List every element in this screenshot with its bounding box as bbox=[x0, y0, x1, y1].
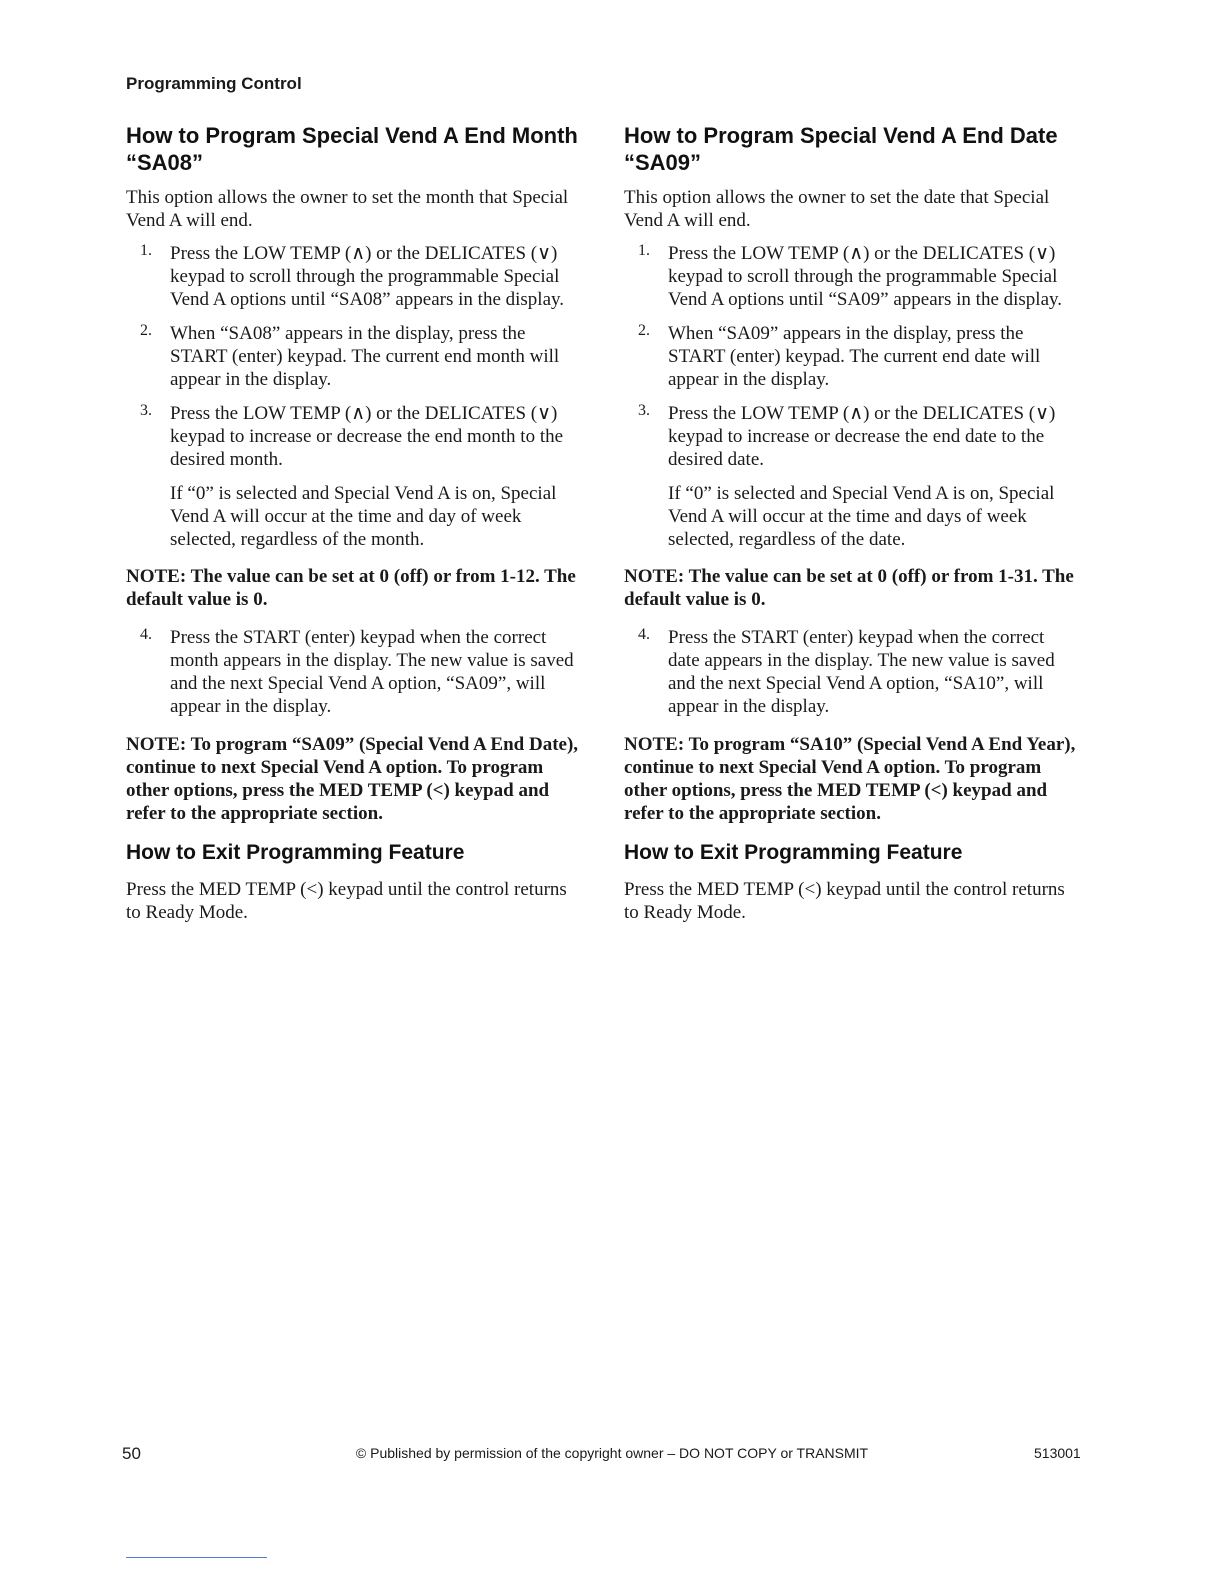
step-text: Press the LOW TEMP (∧) or the DELICATES (∨) keypad to increase or decrease the end month to the desired month. bbox=[170, 403, 564, 470]
section-title-sa08: How to Program Special Vend A End Month “SA08” bbox=[126, 123, 578, 175]
step-subparagraph: If “0” is selected and Special Vend A is on, Special Vend A will occur at the time and day of week selected, regardless of the month. bbox=[170, 483, 557, 550]
step-item bbox=[126, 322, 582, 391]
step-item bbox=[126, 626, 582, 718]
section-title-sa09: How to Program Special Vend A End Date “SA09” bbox=[624, 123, 1058, 175]
right-column bbox=[624, 122, 1080, 924]
page-number: 50 bbox=[122, 1444, 141, 1463]
note-next-option: NOTE: To program “SA09” (Special Vend A End Date), continue to next Special Vend A option. To program other options, press the MED TEMP (<) keypad and refer to the appropriate section. bbox=[126, 734, 579, 824]
note-value-range: NOTE: The value can be set at 0 (off) or from 1-12. The default value is 0. bbox=[126, 566, 576, 610]
step-text: Press the LOW TEMP (∧) or the DELICATES (∨) keypad to scroll through the programmable Special Vend A options until “SA09” appears in the display. bbox=[668, 243, 1063, 310]
step-text: When “SA08” appears in the display, press the START (enter) keypad. The current end month will appear in the display. bbox=[170, 323, 560, 390]
step-item bbox=[624, 322, 1080, 391]
step-text: Press the START (enter) keypad when the correct date appears in the display. The new value is saved and the next Special Vend A option, “SA10”, will appear in the display. bbox=[668, 627, 1055, 717]
intro-paragraph: This option allows the owner to set the month that Special Vend A will end. bbox=[126, 187, 569, 231]
note-value-range: NOTE: The value can be set at 0 (off) or from 1-31. The default value is 0. bbox=[624, 566, 1074, 610]
document-number: 513001 bbox=[1034, 1445, 1081, 1461]
step-subparagraph: If “0” is selected and Special Vend A is on, Special Vend A will occur at the time and days of week selected, regardless of the date. bbox=[668, 483, 1055, 550]
note-next-option: NOTE: To program “SA10” (Special Vend A End Year), continue to next Special Vend A option. To program other options, press the MED TEMP (<) keypad and refer to the appropriate section. bbox=[624, 734, 1076, 824]
footnote-rule bbox=[126, 1557, 267, 1558]
step-item bbox=[126, 402, 582, 471]
exit-title: How to Exit Programming Feature bbox=[624, 841, 963, 864]
step-number: 3. bbox=[140, 402, 152, 419]
step-text: Press the LOW TEMP (∧) or the DELICATES (∨) keypad to scroll through the programmable Special Vend A options until “SA08” appears in the display. bbox=[170, 243, 565, 310]
step-number: 1. bbox=[140, 242, 152, 259]
step-text: Press the START (enter) keypad when the correct month appears in the display. The new value is saved and the next Special Vend A option, “SA09”, will appear in the display. bbox=[170, 627, 574, 717]
step-text: When “SA09” appears in the display, press the START (enter) keypad. The current end date will appear in the display. bbox=[668, 323, 1041, 390]
step-item bbox=[624, 242, 1080, 311]
step-number: 2. bbox=[140, 322, 152, 339]
step-number: 3. bbox=[638, 402, 650, 419]
left-column bbox=[126, 122, 582, 924]
step-item bbox=[126, 242, 582, 311]
step-number: 2. bbox=[638, 322, 650, 339]
exit-text: Press the MED TEMP (<) keypad until the control returns to Ready Mode. bbox=[624, 879, 1065, 923]
exit-title: How to Exit Programming Feature bbox=[126, 841, 465, 864]
step-item bbox=[624, 402, 1080, 471]
step-number: 4. bbox=[140, 626, 152, 643]
step-item bbox=[624, 626, 1080, 718]
running-header: Programming Control bbox=[126, 74, 302, 93]
copyright-notice: © Published by permission of the copyright owner – DO NOT COPY or TRANSMIT bbox=[355, 1445, 869, 1461]
exit-text: Press the MED TEMP (<) keypad until the control returns to Ready Mode. bbox=[126, 879, 567, 923]
step-number: 1. bbox=[638, 242, 650, 259]
step-number: 4. bbox=[638, 626, 650, 643]
step-text: Press the LOW TEMP (∧) or the DELICATES (∨) keypad to increase or decrease the end date to the desired date. bbox=[668, 403, 1056, 470]
intro-paragraph: This option allows the owner to set the date that Special Vend A will end. bbox=[624, 187, 1050, 231]
